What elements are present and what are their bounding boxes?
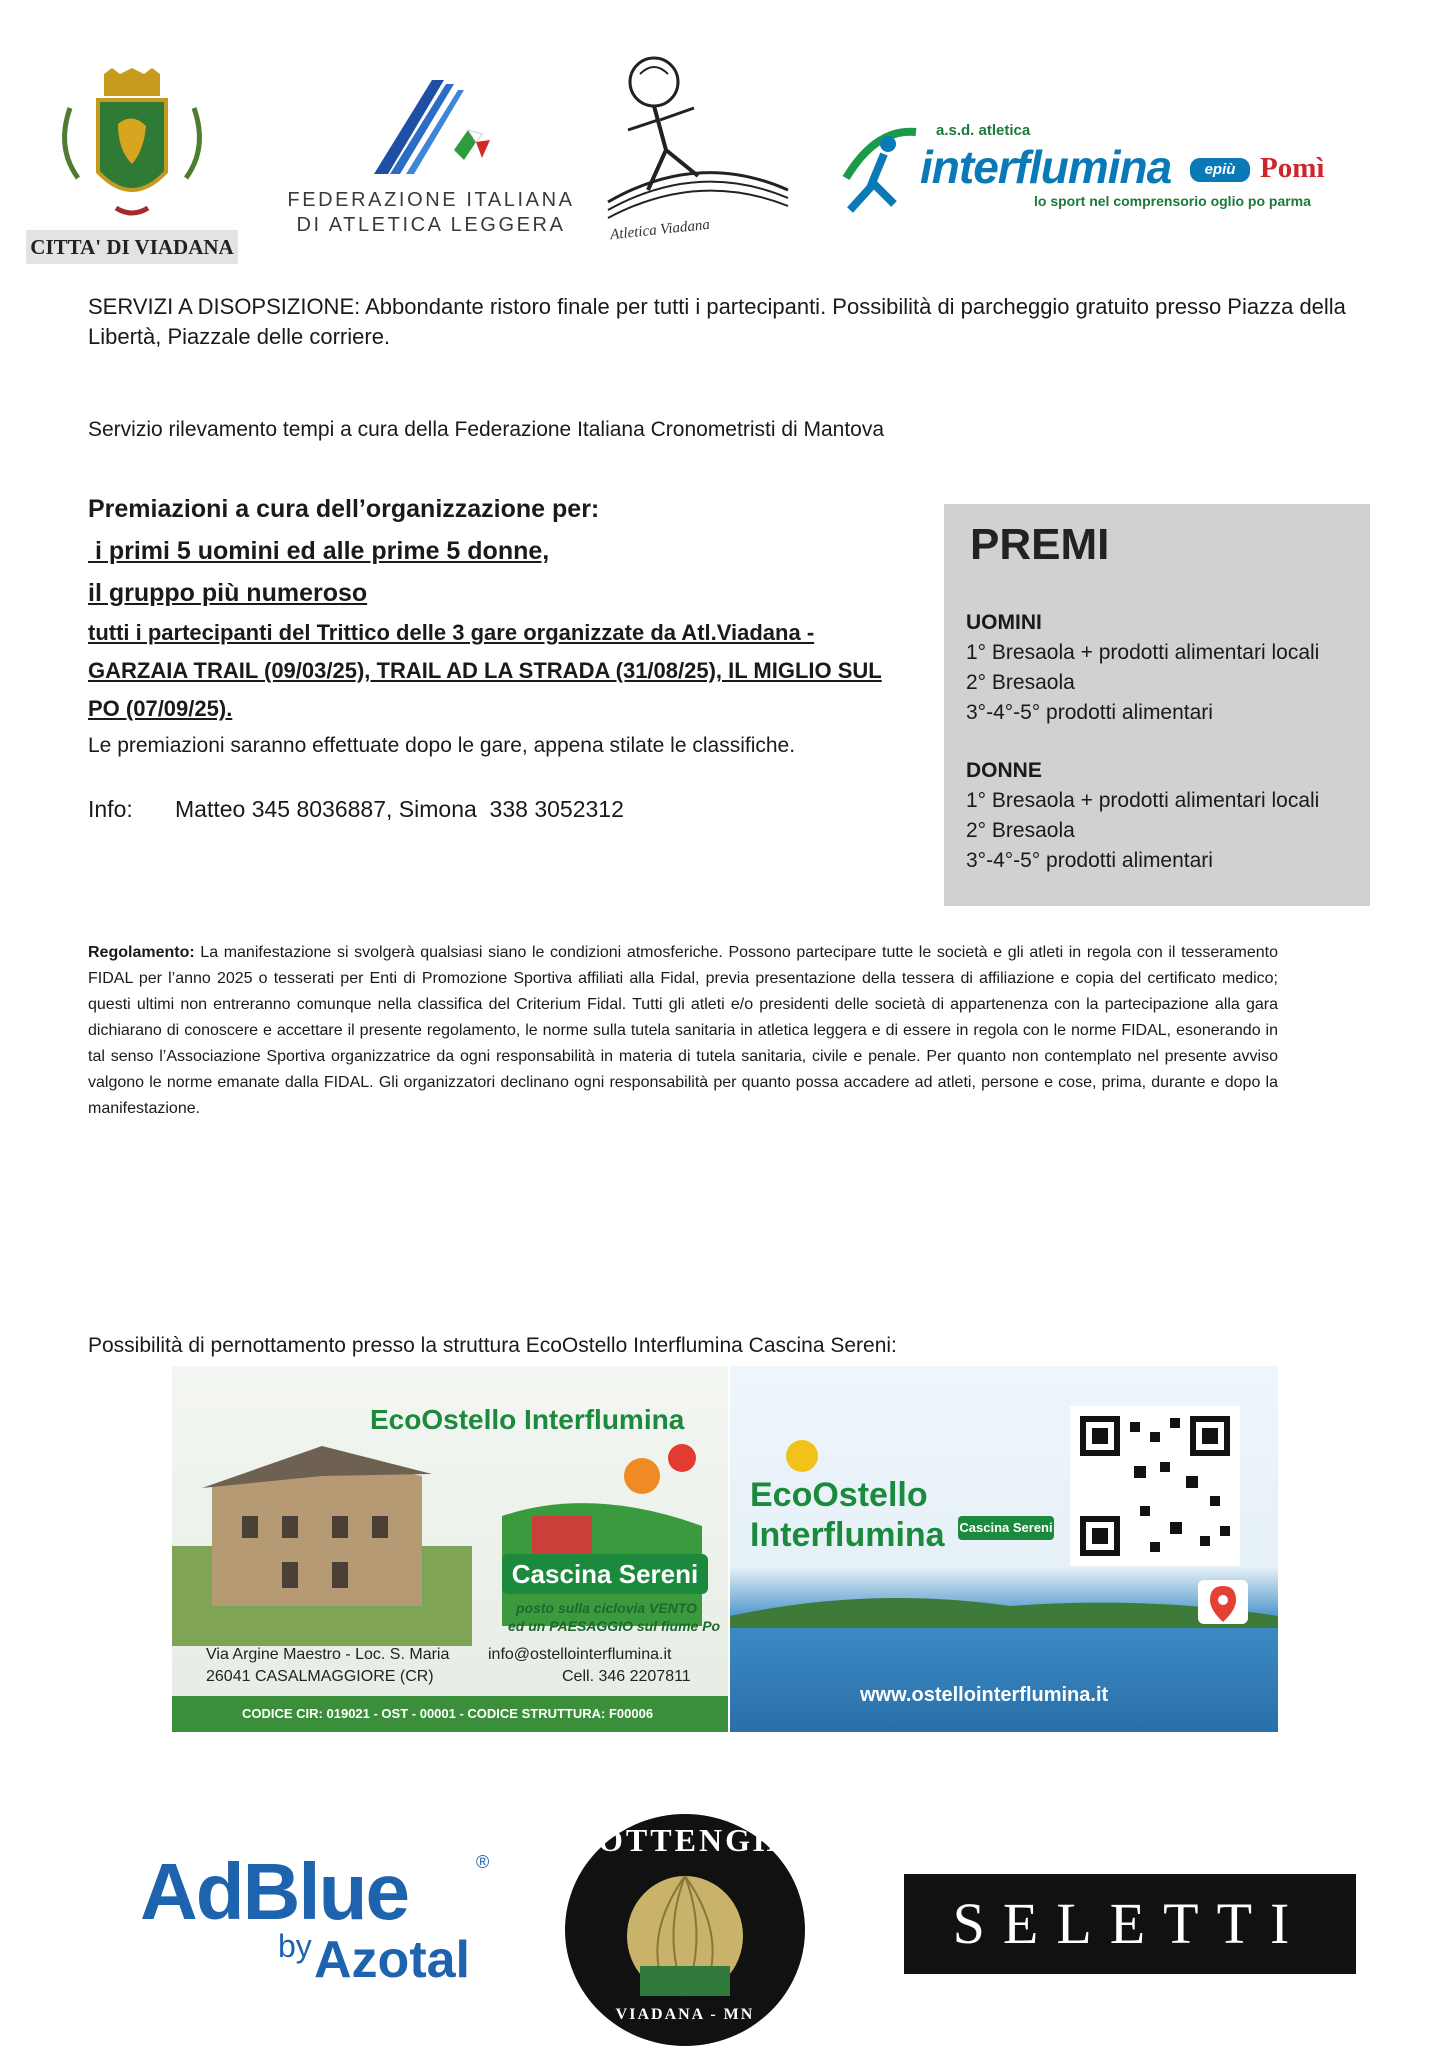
bottenghi-logo <box>562 1812 808 2048</box>
interflumina-runner-icon <box>836 118 920 218</box>
viadana-label: CITTA' DI VIADANA <box>26 230 238 264</box>
premi-donne-heading: DONNE <box>966 759 1042 782</box>
card1-cascina: Cascina Sereni <box>502 1554 708 1594</box>
adblue-azotal: Azotal <box>314 1931 470 1989</box>
premi-uomini-rest: 3°-4°-5° prodotti alimentari <box>966 701 1213 724</box>
adblue-text: AdBlue <box>140 1847 408 1936</box>
adblue-logo <box>140 1846 510 1989</box>
seletti-text: SELETTI <box>952 1891 1308 1956</box>
premiazioni-line3: tutti i partecipanti del Trittico delle 3 gare organizzate da Atl.Viadana - GARZAIA TRAIL (09/03/25), TRAIL AD LA STRADA (31/08/25), IL MIGLIO SUL PO (07/09/25). <box>88 620 882 721</box>
interflumina-tagline: lo sport nel comprensorio oglio po parma <box>1034 193 1311 209</box>
card1-address2: 26041 CASALMAGGIORE (CR) <box>206 1668 434 1685</box>
info-contacts: Matteo 345 8036887, Simona 338 3052312 <box>175 796 624 822</box>
card1-codes: CODICE CIR: 019021 - OST - 00001 - CODICE STRUTTURA: F00006 <box>242 1706 654 1721</box>
regolamento-paragraph <box>88 940 1278 1122</box>
premi-uomini-heading: UOMINI <box>966 611 1042 634</box>
regolamento-text: La manifestazione si svolgerà qualsiasi siano le condizioni atmosferiche. Possono partecipare tutte le società e gli atleti in regola con il tesseramento FIDAL per l’anno 2025 o tesserati per Enti di Promozione Sportiva affiliati alla Fidal, previa presentazione della tessera di affiliazione e copia del certificato medico; questi ultimi non entreranno comunque nella classifica del Criterium Fidal. Tutti gli atleti e/o presidenti delle società di appartenenza con la partecipazione alla gara dichiarano di conoscere e accettare il presente regolamento, le norme sulla tutela sanitaria in atletica leggera e di essere in regola con le norme FIDAL, esonerando in tal senso l’Associazione Sportiva organizzatrice da ogni responsabilità in materia di tutela sanitaria, civile e penale. Per quanto non contemplato nel presente avviso valgono le norme emanate dalla FIDAL. Gli organizzatori declinano ogni responsabilità per quanto possa accadere ad atleti, persone e cose, prima, durante e dopo la manifestazione. <box>88 944 1278 1117</box>
premi-donne-rest: 3°-4°-5° prodotti alimentari <box>966 849 1213 872</box>
adblue-registered: ® <box>476 1852 490 1872</box>
adblue-by: by <box>278 1928 312 1964</box>
premi-donne-second: 2° Bresaola <box>966 819 1075 842</box>
card1-slogan1: posto sulla ciclovia VENTO <box>516 1600 698 1616</box>
card2-brand2: Interflumina <box>750 1516 945 1554</box>
atletica-label: Atletica Viadana <box>609 216 711 244</box>
card2-cascina: Cascina Sereni <box>958 1516 1054 1540</box>
pomi-label: Pomì <box>1260 152 1325 184</box>
fidal-emblem-icon <box>286 80 576 180</box>
premi-box <box>944 504 1370 906</box>
hostel-card-back <box>730 1366 1278 1732</box>
servizi-paragraph: SERVIZI A DISOPSIZIONE: Abbondante ristoro finale per tutti i partecipanti. Possibilità di parcheggio gratuito presso Piazza della Libertà, Piazzale delle corriere. <box>88 294 1346 349</box>
premi-list <box>966 608 1319 876</box>
card1-email: info@ostellointerflumina.it <box>488 1646 672 1663</box>
premiazioni-note: Le premiazioni saranno effettuate dopo le gare, appena stilate le classifiche. <box>88 734 796 757</box>
fidal-logo <box>286 80 576 240</box>
pernottamento-text: Possibilità di pernottamento presso la struttura EcoOstello Interflumina Cascina Sereni: <box>88 1334 897 1357</box>
info-label: Info: <box>88 796 133 822</box>
premi-uomini-second: 2° Bresaola <box>966 671 1075 694</box>
premiazioni-section <box>88 488 908 762</box>
info-line <box>88 796 624 823</box>
card1-phone: Cell. 346 2207811 <box>562 1668 691 1685</box>
hostel-card-front <box>172 1366 728 1732</box>
card2-brand1: EcoOstello <box>750 1476 928 1514</box>
viadana-crest-icon <box>26 68 238 230</box>
premiazioni-line2: il gruppo più numeroso <box>88 579 368 607</box>
seletti-logo <box>904 1874 1356 1974</box>
fidal-line1: FEDERAZIONE ITALIANA <box>287 189 575 211</box>
interflumina-logo <box>836 118 1356 218</box>
regolamento-label: Regolamento: <box>88 944 195 961</box>
epiu-badge: epiù <box>1190 158 1250 182</box>
premi-uomini-first: 1° Bresaola + prodotti alimentari locali <box>966 641 1320 664</box>
rilevamento-text: Servizio rilevamento tempi a cura della Federazione Italiana Cronometristi di Mantova <box>88 418 885 441</box>
card2-website: www.ostellointerflumina.it <box>860 1684 1109 1706</box>
bottenghi-name: BOTTENGHI <box>573 1822 797 1858</box>
premi-title: PREMI <box>970 520 1110 569</box>
premi-donne-first: 1° Bresaola + prodotti alimentari locali <box>966 789 1320 812</box>
fidal-text <box>286 188 576 238</box>
citta-di-viadana-logo <box>26 68 238 264</box>
bottenghi-place: VIADANA - MN <box>615 2006 755 2023</box>
premiazioni-title: Premiazioni a cura dell’organizzazione per: <box>88 495 600 523</box>
atletica-viadana-logo <box>588 50 802 250</box>
card1-slogan2: ed un PAESAGGIO sul fiume Po <box>508 1618 721 1634</box>
card1-address1: Via Argine Maestro - Loc. S. Maria <box>206 1646 450 1663</box>
interflumina-name: interflumina <box>920 141 1172 193</box>
runner-mascot-icon <box>588 50 802 230</box>
fidal-line2: DI ATLETICA LEGGERA <box>296 214 566 236</box>
interflumina-top: a.s.d. atletica <box>936 122 1031 139</box>
premiazioni-line1: i primi 5 uomini ed alle prime 5 donne, <box>88 537 550 565</box>
card1-brand: EcoOstello Interflumina <box>370 1404 685 1435</box>
